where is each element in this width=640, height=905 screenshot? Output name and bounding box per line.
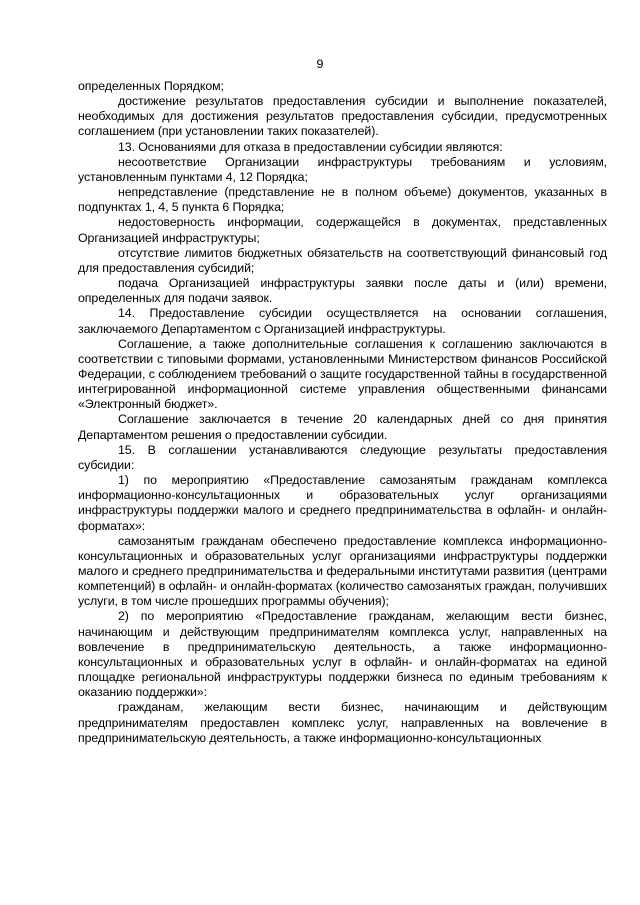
- paragraph: 14. Предоставление субсидии осуществляется на основании соглашения, заключаемого Департаментом с Организацией инфраструктуры.: [78, 306, 607, 336]
- paragraph: непредставление (представление не в полном объеме) документов, указанных в подпунктах 1, 4, 5 пункта 6 Порядка;: [78, 185, 607, 215]
- paragraph: гражданам, желающим вести бизнес, начинающим и действующим предпринимателям предоставлен комплекс услуг, направленных на вовлечение в предпринимательскую деятельность, а также информационно-консультационных: [78, 700, 607, 745]
- paragraph: несоответствие Организации инфраструктуры требованиям и условиям, установленным пунктами 4, 12 Порядка;: [78, 154, 607, 184]
- paragraph: Соглашение, а также дополнительные соглашения к соглашению заключаются в соответствии с типовыми формами, установленными Министерством финансов Российской Федерации, с соблюдением требований о защите государственной тайны в государственной интегрированной информационной системе управления общественными финансами «Электронный бюджет».: [78, 336, 607, 412]
- paragraph: 13. Основаниями для отказа в предоставлении субсидии являются:: [118, 139, 503, 154]
- paragraph: Соглашение заключается в течение 20 календарных дней со дня принятия Департаментом решения о предоставлении субсидии.: [78, 412, 607, 442]
- paragraph: недостоверность информации, содержащейся в документах, представленных Организацией инфраструктуры;: [78, 215, 607, 245]
- paragraph: отсутствие лимитов бюджетных обязательств на соответствующий финансовый год для предоставления субсидий;: [78, 245, 607, 275]
- paragraph: определенных Порядком;: [78, 79, 224, 93]
- page-number: 9: [316, 57, 324, 71]
- paragraph: 15. В соглашении устанавливаются следующие результаты предоставления субсидии:: [78, 442, 607, 472]
- paragraph: достижение результатов предоставления субсидии и выполнение показателей, необходимых для достижения результатов предоставления субсидии, предусмотренных соглашением (при установлении таких показателей).: [78, 94, 607, 139]
- paragraph: самозанятым гражданам обеспечено предоставление комплекса информационно-консультационных и образовательных услуг организациями инфраструктуры поддержки малого и среднего предпринимательства и федеральными институтами развития (центрами компетенций) в офлайн- и онлайн-форматах (количество самозанятых граждан, получивших услуги, в том числе прошедших программы обучения);: [78, 533, 607, 609]
- paragraph: 2) по мероприятию «Предоставление гражданам, желающим вести бизнес, начинающим и действующим предпринимателям комплекса услуг, направленных на вовлечение в предпринимательскую деятельность, а также информационно-консультационных и образовательных услуг в офлайн- и онлайн-форматах на единой площадке региональной инфраструктуры поддержки бизнеса по единым требованиям к оказанию поддержки»:: [78, 609, 607, 700]
- document-body: [78, 79, 607, 746]
- paragraph: подача Организацией инфраструктуры заявки после даты и (или) времени, определенных для подачи заявок.: [78, 276, 607, 306]
- paragraph: 1) по мероприятию «Предоставление самозанятым гражданам комплекса информационно-консультационных и образовательных услуг организациями инфраструктуры поддержки малого и среднего предпринимательства в офлайн- и онлайн-форматах»:: [78, 473, 607, 533]
